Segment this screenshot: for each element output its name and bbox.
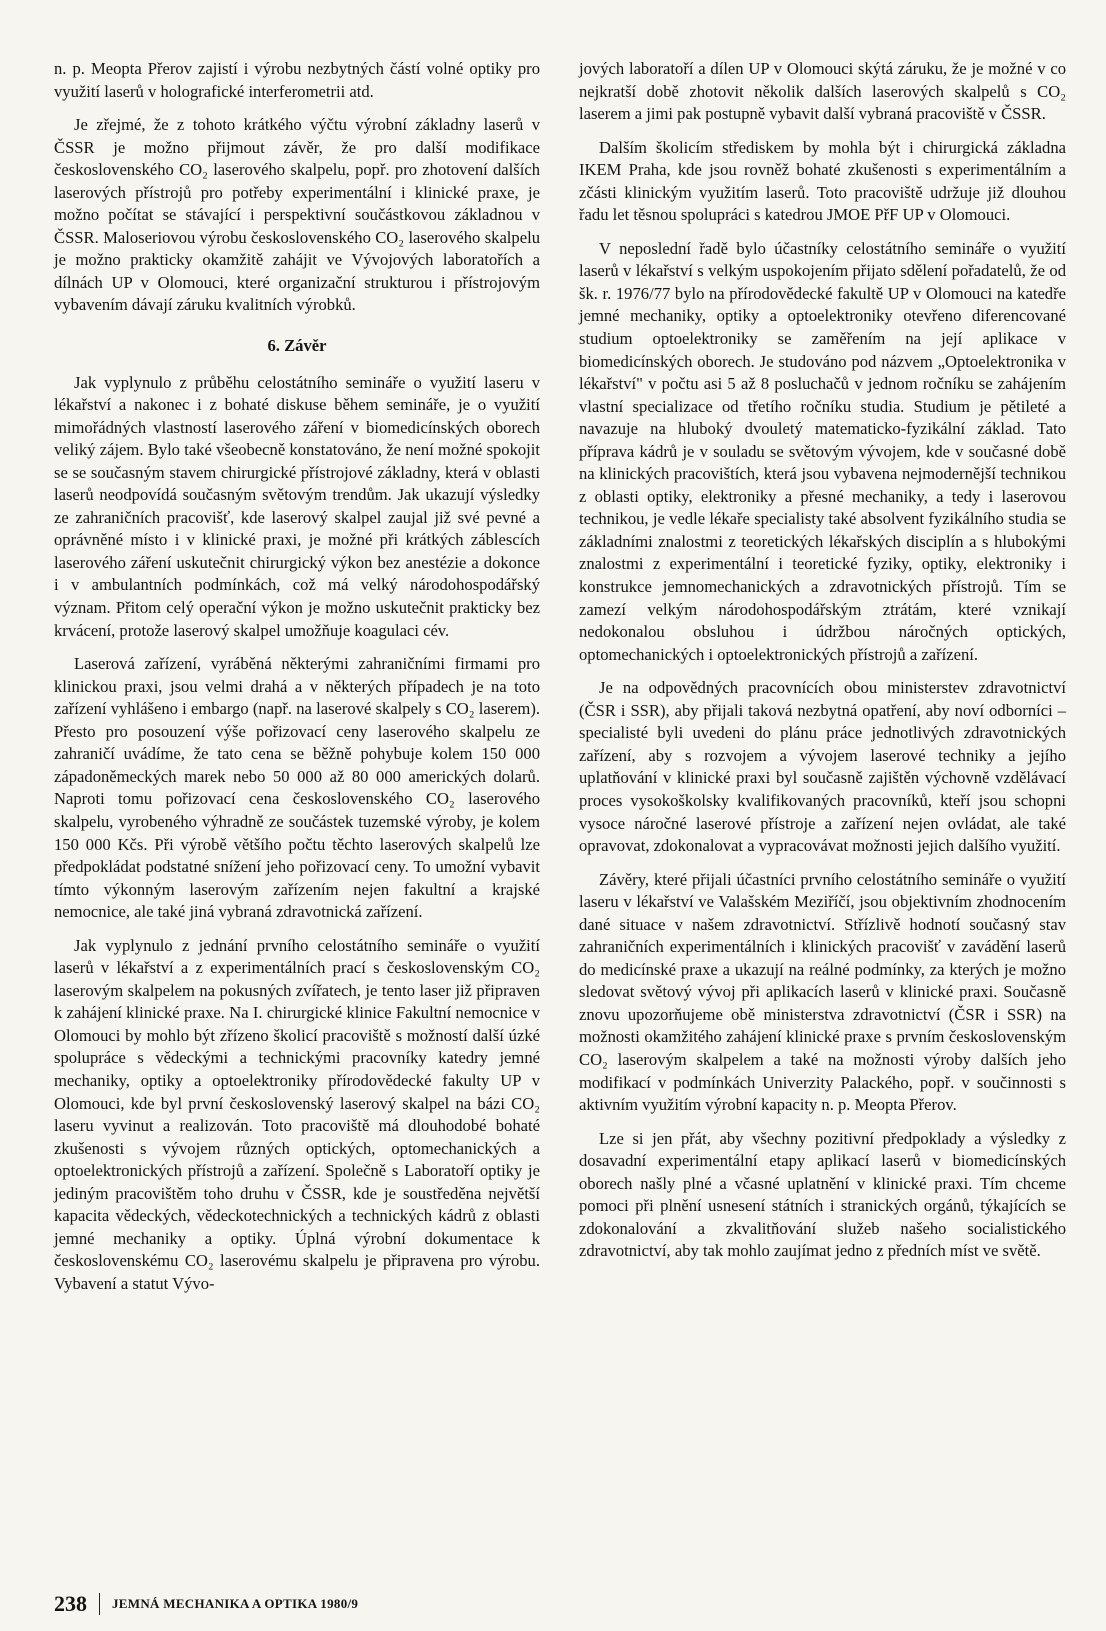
paragraph: V neposlední řadě bylo účastníky celostátního semináře o využití laserů v lékařství s velkým uspokojením přijato sdělení pořadatelů, že od šk. r. 1976/77 bylo na přírodovědecké fakultě UP v Olomouci na katedře jemné mechaniky, optiky a optoelektroniky otevřeno diferencované studium optoelektroniky se zaměřením na její aplikace v biomedicínských oborech. Je studováno pod názvem „Optoelektronika v lékařství" v počtu asi 5 až 8 posluchačů v jednom ročníku se zahájením vlastní specializace od třetího ročníku studia. Studium je pětileté a navazuje na hluboký dvouletý matematicko-fyzikální základ. Tato příprava kádrů je v souladu se světovým vývojem, kde v současné době na klinických pracovištích, která jsou vybavena nejmodernější technikou z oblasti optiky, elektroniky a přesné mechaniky, a tedy i laserovou technikou, je vedle lékaře specialisty také absolvent fyzikálního studia se základními znalostmi z teoretických lékařských disciplín a s hlubokými znalostmi z experimentální i teoretické fyziky, optiky, elektroniky i konstrukce jemnomechanických a zdravotnických přístrojů. Tím se zamezí velkým národohospodářským ztrátám, které vznikají nedokonalou obsluhou i údržbou náročných optických, optomechanických i optoelektronických přístrojů a zařízení. — [579, 238, 1066, 664]
paragraph: Laserová zařízení, vyráběná některými zahraničními firmami pro klinickou praxi, jsou velmi drahá a v některých případech je na toto zařízení vyhlášeno i embargo (např. na laserové skalpely s CO₂ laserem). Přesto pro posouzení výše pořizovací ceny laserového skalpelu ze zahraničí uvádíme, že tato cena se běžně pohybuje kolem 150 000 západoněmeckých marek nebo 50 000 až 80 000 amerických dolarů. Naproti tomu pořizovací cena československého CO₂ laserového skalpelu, vyrobeného výhradně ze součástek tuzemské výroby, je kolem 150 000 Kčs. Při výrobě většího počtu těchto laserových skalpelů lze předpokládat podstatné snížení jeho pořizovací ceny. To umožní vybavit tímto výkonným laserovým zařízením nejen fakultní a krajské nemocnice, ale také jiná vybraná zdravotnická zařízení. — [54, 654, 540, 922]
section-heading: 6. Závěr — [267, 336, 327, 356]
journal-title: JEMNÁ MECHANIKA A OPTIKA 1980/9 — [112, 1596, 359, 1611]
page-footer — [54, 1591, 358, 1617]
left-column — [54, 58, 540, 1295]
paragraph: Je zřejmé, že z tohoto krátkého výčtu výrobní základny laserů v ČSSR je možno přijmout závěr, že pro další modifikace československého CO₂ laserového skalpelu, popř. pro zhotovení dalších laserových přístrojů pro potřeby experimentální i klinické praxe, je možno počítat se stávající i perspektivní součástkovou základnou v ČSSR. Maloseriovou výrobu československého CO₂ laserového skalpelu je možno prakticky okamžitě zahájit ve Vývojových laboratořích a dílnách UP v Olomouci, které organizační strukturou i přístrojovým vybavením dávají záruku kvalitních výrobků. — [54, 115, 540, 315]
paragraph: Lze si jen přát, aby všechny pozitivní předpoklady a výsledky z dosavadní experimentální etapy aplikací laserů v biomedicínských oborech našly plné a včasné uplatnění v klinické praxi. Tím chceme pomoci při plnění usnesení státních i stranických orgánů, týkajících se zdokonalování a zkvalitňování služeb našeho socialistického zdravotnictví, aby tak mohlo zaujímat jedno z předních míst ve světě. — [579, 1128, 1066, 1261]
paragraph: jových laboratoří a dílen UP v Olomouci skýtá záruku, že je možné v co nejkratší době zhotovit několik dalších laserových skalpelů s CO₂ laserem a jimi pak postupně vybavit další vybraná pracoviště v ČSSR. — [579, 59, 1066, 124]
paragraph: Jak vyplynulo z průběhu celostátního semináře o využití laseru v lékařství a nakonec i z bohaté diskuse během semináře, je o využití mimořádných vlastností laserového záření v biomedicínských oborech veliký zájem. Bylo také všeobecně konstatováno, že není možné spokojit se se současným stavem chirurgické přístrojové základny, která v oblasti laserů neodpovídá současným světovým trendům. Jak ukazují výsledky ze zahraničních pracovišť, kde laserový skalpel zaujal již své pevné a oprávněné místo i v klinické praxi, je možné při krátkých záblescích laserového záření uskutečnit chirurgický výkon bez anestézie a dokonce i v ambulantních podmínkách, což má velký národohospodářský význam. Přitom celý operační výkon je možno uskutečnit prakticky bez krvácení, protože laserový skalpel umožňuje koagulaci cév. — [54, 372, 540, 640]
footer-divider — [99, 1593, 100, 1615]
right-column — [579, 58, 1066, 1263]
paragraph: n. p. Meopta Přerov zajistí i výrobu nezbytných částí volné optiky pro využití laserů v holografické interferometrii atd. — [54, 59, 540, 101]
paragraph: Dalším školicím střediskem by mohla být i chirurgická základna IKEM Praha, kde jsou rovněž bohaté zkušenosti s experimentálním a zčásti klinickým využitím laserů. Toto pracoviště udržuje již dlouhou řadu let těsnou spolupráci s katedrou JMOE PřF UP v Olomouci. — [579, 137, 1066, 225]
paragraph: Závěry, které přijali účastníci prvního celostátního semináře o využití laseru v lékařství ve Valašském Meziříčí, jsou objektivním zhodnocením dané situace v našem zdravotnictví. Střízlivě hodnotí současný stav zahraničních experimentálních i klinických pracovišť v zavádění laserů do medicínské praxe a ukazují na reálné podmínky, za kterých je možno sledovat světový vývoj při aplikacích laserů v klinické praxi. Současně znovu upozorňujeme obě ministerstva zdravotnictví (ČSR i SSR) na možnosti okamžitého zahájení klinické praxe s prvním československým CO₂ laserovým skalpelem a také na možnosti výroby dalších jeho modifikací v podmínkách Univerzity Palackého, popř. v součinnosti s aktivním využitím výrobní kapacity n. p. Meopta Přerov. — [579, 869, 1066, 1115]
page-number: 238 — [54, 1591, 87, 1616]
paragraph: Je na odpovědných pracovnících obou ministerstev zdravotnictví (ČSR i SSR), aby přijali taková nezbytná opatření, aby noví odborníci – specialisté byli uvedeni do plánu práce jednotlivých zdravotnických zařízení, aby s rozvojem a vývojem laserové techniky a jejího uplatňování v klinické praxi byl současně zajištěn výchovně vzdělávací proces vysokoškolsky kvalifikovaných pracovníků, kteří jsou schopni vysoce náročné laserové přístroje a zařízení nejen ovládat, ale také opravovat, zdokonalovat a vypracovávat možnosti jejich dalšího využití. — [579, 678, 1066, 856]
paragraph: Jak vyplynulo z jednání prvního celostátního semináře o využití laserů v lékařství a z experimentálních prací s československým CO₂ laserovým skalpelem na pokusných zvířatech, je tento laser již připraven k zahájení klinické praxe. Na I. chirurgické klinice Fakultní nemocnice v Olomouci by mohlo být zřízeno školicí pracoviště s možností další úzké spolupráce s vědeckými a technickými pracovníky katedry jemné mechaniky, optiky a optoelektroniky přírodovědecké fakulty UP v Olomouci, kde byl první československý laserový skalpel na bázi CO₂ laseru vyvinut a realizován. Toto pracoviště má dlouhodobé bohaté zkušenosti s vývojem různých optických, optomechanických a optoelektronických přístrojů a zařízení. Společně s Laboratoří optiky je jediným pracovištěm toho druhu v ČSSR, kde je soustředěna největší kapacita vědeckých, vědeckotechnických a technických kádrů z oblasti jemné mechaniky a optiky. Úplná výrobní dokumentace k československému CO₂ laserovému skalpelu je připravena pro výrobu. Vybavení a statut Vývo- — [54, 935, 540, 1293]
